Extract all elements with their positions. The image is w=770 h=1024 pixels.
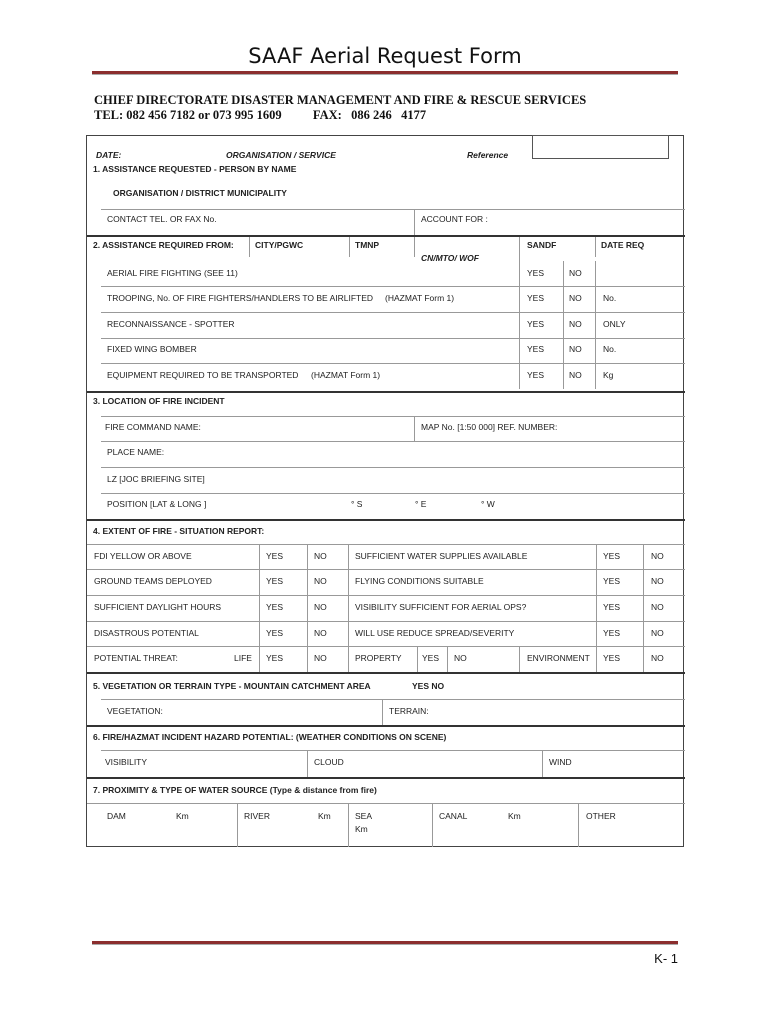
trooping-no[interactable]: NO [569,293,582,303]
contact-label: CONTACT TEL. OR FAX No. [107,214,217,224]
divider [87,569,685,570]
flying-yes[interactable]: YES [603,576,621,586]
aerial-yes[interactable]: YES [527,268,545,278]
reduce-yes[interactable]: YES [603,628,621,638]
divider [101,312,685,313]
divider [307,750,308,777]
divider [349,237,350,257]
divider [101,467,685,468]
ground-no[interactable]: NO [314,576,327,586]
divider [249,237,250,257]
life-label: LIFE [234,653,252,663]
water-supplies-label: SUFFICIENT WATER SUPPLIES AVAILABLE [355,551,528,561]
divider [563,261,564,389]
col-city-pgwc: CITY/PGWC [255,240,304,250]
section-7-heading: 7. PROXIMITY & TYPE OF WATER SOURCE (Type & distance from fire) [93,785,377,795]
divider [414,416,415,441]
divider [595,261,596,389]
divider [101,493,685,494]
reduce-spread-label: WILL USE REDUCE SPREAD/SEVERITY [355,628,515,638]
page-number: K- 1 [654,951,678,966]
trooping-number: No. [603,293,617,303]
divider [578,803,579,847]
position-label: POSITION [LAT & LONG ] [107,499,207,509]
col-tmnp: TMNP [355,240,380,250]
fixed-wing-label: FIXED WING BOMBER [107,344,197,354]
section-divider [87,777,685,779]
longitude-east: ° E [415,499,427,509]
col-sandf: SANDF [527,240,557,250]
section-3-heading: 3. LOCATION OF FIRE INCIDENT [93,396,225,406]
trooping-hazmat: (HAZMAT Form 1) [385,293,455,303]
water-yes[interactable]: YES [603,551,621,561]
header-rule [92,71,678,75]
environment-label: ENVIRONMENT [527,653,590,663]
date-label: DATE: [96,150,122,160]
divider [595,237,596,257]
fixed-wing-yes[interactable]: YES [527,344,545,354]
flying-conditions-label: FLYING CONDITIONS SUITABLE [355,576,484,586]
equipment-yes[interactable]: YES [527,370,545,380]
wind-label: WIND [549,757,572,767]
footer-rule [92,941,678,945]
property-yes[interactable]: YES [422,653,440,663]
visibility-yes[interactable]: YES [603,602,621,612]
visibility-no[interactable]: NO [651,602,664,612]
section-divider [87,391,685,393]
trooping-label: TROOPING, No. OF FIRE FIGHTERS/HANDLERS TO BE AIRLIFTED [107,293,374,303]
property-label: PROPERTY [355,653,402,663]
ground-teams-label: GROUND TEAMS DEPLOYED [94,576,212,586]
reconnaissance-no[interactable]: NO [569,319,582,329]
equipment-kg: Kg [603,370,614,380]
divider [348,544,349,672]
lz-label: LZ [JOC BRIEFING SITE] [107,474,205,484]
sea-label: SEA [355,811,373,821]
fdi-yes[interactable]: YES [266,551,284,561]
request-form [86,135,684,847]
terrain-label: TERRAIN: [389,706,429,716]
mountain-yes-no[interactable]: YES NO [412,681,445,691]
divider [87,621,685,622]
aerial-no[interactable]: NO [569,268,582,278]
reconnaissance-label: RECONNAISSANCE - SPOTTER [107,319,235,329]
daylight-label: SUFFICIENT DAYLIGHT HOURS [94,602,222,612]
divider [101,699,685,700]
org-line-1: CHIEF DIRECTORATE DISASTER MANAGEMENT AND FIRE & RESCUE SERVICES [94,93,587,107]
divider [417,646,418,672]
divider [237,803,238,847]
cloud-label: CLOUD [314,757,344,767]
canal-label: CANAL [439,811,468,821]
account-label: ACCOUNT FOR : [421,214,488,224]
equipment-label: EQUIPMENT REQUIRED TO BE TRANSPORTED [107,370,299,380]
org-service-label: ORGANISATION / SERVICE [226,150,336,160]
disastrous-yes[interactable]: YES [266,628,284,638]
divider [101,750,685,751]
divider [101,209,685,210]
fixed-wing-no[interactable]: NO [569,344,582,354]
reference-label: Reference [467,150,509,160]
section-divider [87,725,685,727]
document-title: SAAF Aerial Request Form [248,44,522,68]
equipment-no[interactable]: NO [569,370,582,380]
property-no[interactable]: NO [454,653,467,663]
dam-km: Km [176,811,189,821]
section-5-heading: 5. VEGETATION OR TERRAIN TYPE - MOUNTAIN CATCHMENT AREA [93,681,371,691]
daylight-yes[interactable]: YES [266,602,284,612]
divider [101,441,685,442]
disastrous-potential-label: DISASTROUS POTENTIAL [94,628,199,638]
divider [414,237,415,257]
life-yes[interactable]: YES [266,653,284,663]
longitude-west: ° W [481,499,495,509]
sea-km: Km [355,824,368,834]
section-4-heading: 4. EXTENT OF FIRE - SITUATION REPORT: [93,526,265,536]
organisation-header [94,93,586,123]
environment-yes[interactable]: YES [603,653,621,663]
disastrous-no[interactable]: NO [314,628,327,638]
life-no[interactable]: NO [314,653,327,663]
ground-yes[interactable]: YES [266,576,284,586]
org-district-label: ORGANISATION / DISTRICT MUNICIPALITY [113,188,287,198]
other-label: OTHER [586,811,616,821]
divider [382,699,383,725]
river-km: Km [318,811,331,821]
fdi-no[interactable]: NO [314,551,327,561]
potential-threat-label: POTENTIAL THREAT: [94,653,178,663]
section-divider [87,672,685,674]
divider [87,646,685,647]
fire-command-label: FIRE COMMAND NAME: [105,422,201,432]
reference-input-box[interactable] [532,135,669,159]
visibility-label: VISIBILITY [105,757,148,767]
divider [307,544,308,672]
divider [101,338,685,339]
aerial-fire-fighting-label: AERIAL FIRE FIGHTING (SEE 11) [107,268,238,278]
divider [101,363,685,364]
fixed-wing-number: No. [603,344,617,354]
flying-no[interactable]: NO [651,576,664,586]
divider [101,286,685,287]
place-name-label: PLACE NAME: [107,447,165,457]
reduce-no[interactable]: NO [651,628,664,638]
divider [643,544,644,672]
divider [596,544,597,672]
divider [348,803,349,847]
fdi-yellow-label: FDI YELLOW OR ABOVE [94,551,192,561]
divider [447,646,448,672]
section-2-heading: 2. ASSISTANCE REQUIRED FROM: [93,240,234,250]
latitude-south: ° S [351,499,363,509]
river-label: RIVER [244,811,270,821]
visibility-aerial-label: VISIBILITY SUFFICIENT FOR AERIAL OPS? [355,602,527,612]
water-no[interactable]: NO [651,551,664,561]
divider [519,237,520,389]
org-line-2: TEL: 082 456 7182 or 073 995 1609 FAX: 086 246 4177 [94,108,427,122]
equipment-hazmat: (HAZMAT Form 1) [311,370,381,380]
divider [259,544,260,672]
col-date-req: DATE REQ [601,240,645,250]
environment-no[interactable]: NO [651,653,664,663]
reconnaissance-yes[interactable]: YES [527,319,545,329]
map-number-label: MAP No. [1:50 000] REF. NUMBER: [421,422,558,432]
section-divider [87,519,685,521]
vegetation-label: VEGETATION: [107,706,163,716]
divider [101,416,685,417]
daylight-no[interactable]: NO [314,602,327,612]
divider [542,750,543,777]
dam-label: DAM [107,811,126,821]
section-1-heading: 1. ASSISTANCE REQUESTED - PERSON BY NAME [93,164,297,174]
divider [432,803,433,847]
divider [414,209,415,235]
divider [519,646,520,672]
section-6-heading: 6. FIRE/HAZMAT INCIDENT HAZARD POTENTIAL: (WEATHER CONDITIONS ON SCENE) [93,732,447,742]
trooping-yes[interactable]: YES [527,293,545,303]
reconnaissance-only: ONLY [603,319,626,329]
divider [87,803,685,804]
divider [87,595,685,596]
canal-km: Km [508,811,521,821]
col-cnmto-wof: CN/MTO/ WOF [421,253,479,263]
